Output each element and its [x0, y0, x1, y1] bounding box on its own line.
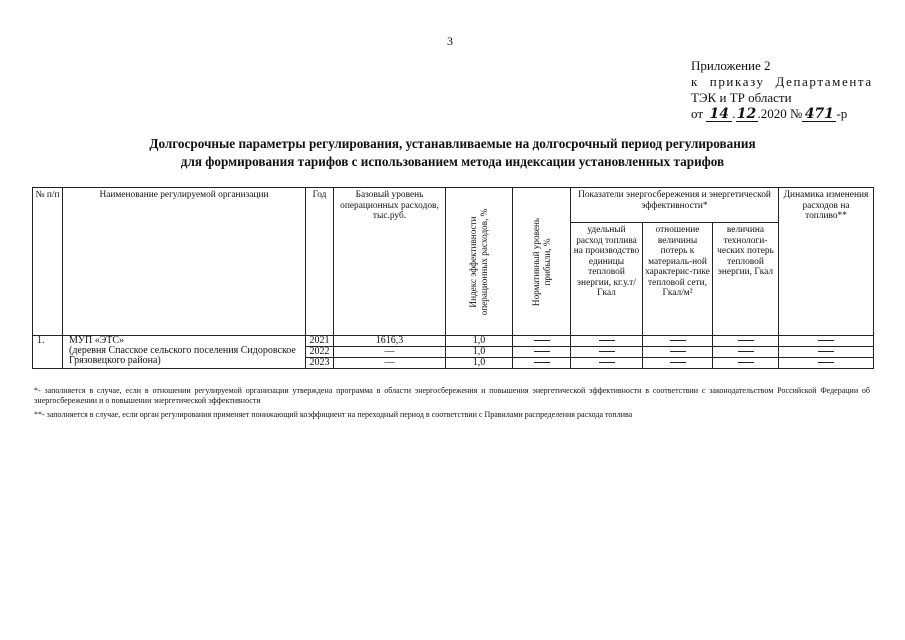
- profit-cell: [513, 358, 571, 369]
- order-suffix: -р: [836, 106, 848, 121]
- header-specific-fuel: удельный расход топлива на производство единицы тепловой энергии, кг.у.т/Гкал: [571, 223, 643, 336]
- row-num: 1.: [33, 336, 63, 369]
- year-cell: 2021: [306, 336, 334, 347]
- order-year: .2020 №: [757, 106, 803, 121]
- header-tech-losses: величина технологи-ческих потерь тепловой энергии, Гкал: [713, 223, 779, 336]
- appendix-line4: от 14 .12.2020 № 471 -р: [691, 106, 848, 122]
- base-cell: —: [334, 347, 446, 358]
- tech-losses-cell: [713, 336, 779, 347]
- header-efficiency-index: [446, 188, 513, 336]
- order-month: 12: [736, 106, 757, 122]
- table-row: [33, 336, 874, 347]
- profit-cell: [513, 347, 571, 358]
- dash: [738, 362, 754, 363]
- index-cell: 1,0: [446, 358, 513, 369]
- header-org: Наименование регулируемой организации: [63, 188, 306, 336]
- dash: [599, 362, 615, 363]
- specific-fuel-cell: [571, 347, 643, 358]
- footnote-2: **- заполняется в случае, если орган регулирования применяет понижающий коэффициент на переходный период в соответствии с Правилами распределения расхода топлива: [34, 410, 633, 419]
- dash: [534, 340, 550, 341]
- year-cell: 2022: [306, 347, 334, 358]
- fuel-dynamics-cell: [779, 336, 874, 347]
- dash: [738, 340, 754, 341]
- parameters-table: [32, 187, 874, 369]
- dash: [599, 351, 615, 352]
- footnote-1: *- заполняется в случае, если в отношении регулируемой организации утверждена программа в области энергосбережения и повышения энергетической эффективности в соответствии с законодательством Российской Федерации об энергосбережении и о повышении энергетической эффективности: [34, 386, 870, 405]
- fuel-dynamics-cell: [779, 347, 874, 358]
- header-num: № п/п: [33, 188, 63, 336]
- dash: [738, 351, 754, 352]
- org-detail: (деревня Спасское сельского поселения Сидоровское Грязовецкого района): [69, 345, 296, 366]
- dash: [818, 351, 834, 352]
- dash: [534, 351, 550, 352]
- index-cell: 1,0: [446, 347, 513, 358]
- specific-fuel-cell: [571, 336, 643, 347]
- header-fuel-dynamics: Динамика изменения расходов на топливо**: [779, 188, 874, 336]
- index-cell: 1,0: [446, 336, 513, 347]
- dash: [818, 340, 834, 341]
- loss-ratio-cell: [643, 347, 713, 358]
- header-base-costs: Базовый уровень операционных расходов, тыс.руб.: [334, 188, 446, 336]
- tech-losses-cell: [713, 347, 779, 358]
- order-number: 471: [802, 108, 836, 122]
- header-profit-level: [513, 188, 571, 336]
- org-name: МУП «ЭТС»: [69, 335, 125, 346]
- appendix-from: от: [691, 106, 704, 121]
- loss-ratio-cell: [643, 336, 713, 347]
- appendix-line2: к приказу Департамента: [691, 74, 873, 89]
- appendix-line3: ТЭК и ТР области: [691, 90, 792, 105]
- appendix-block: [691, 58, 873, 122]
- header-energy-indicators: Показатели энергосбережения и энергетической эффективности*: [571, 188, 779, 223]
- base-cell: 1616,3: [334, 336, 446, 347]
- header-loss-ratio: отношение величины потерь к материаль-ной характерис-тике тепловой сети, Гкал/м²: [643, 223, 713, 336]
- header-efficiency-index-text: Индекс эффективности операционных расходов, %: [468, 208, 489, 315]
- dash: [670, 351, 686, 352]
- tech-losses-cell: [713, 358, 779, 369]
- profit-cell: [513, 336, 571, 347]
- document-title-line1: Долгосрочные параметры регулирования, устанавливаемые на долгосрочный период регулирования: [149, 136, 756, 151]
- order-day: 14: [706, 108, 732, 122]
- loss-ratio-cell: [643, 358, 713, 369]
- base-cell: —: [334, 358, 446, 369]
- document-title-line2: для формирования тарифов с использованием метода индексации установленных тарифов: [180, 154, 725, 169]
- row-org: [63, 336, 306, 369]
- specific-fuel-cell: [571, 358, 643, 369]
- header-year: Год: [306, 188, 334, 336]
- dash: [534, 362, 550, 363]
- dash: [670, 340, 686, 341]
- year-cell: 2023: [306, 358, 334, 369]
- dash: [599, 340, 615, 341]
- dash: [670, 362, 686, 363]
- header-profit-level-text: Нормативный уровень прибыли, %: [530, 217, 552, 306]
- dash: [818, 362, 834, 363]
- appendix-line1: Приложение 2: [691, 58, 771, 73]
- page-number: 3: [447, 34, 453, 48]
- fuel-dynamics-cell: [779, 358, 874, 369]
